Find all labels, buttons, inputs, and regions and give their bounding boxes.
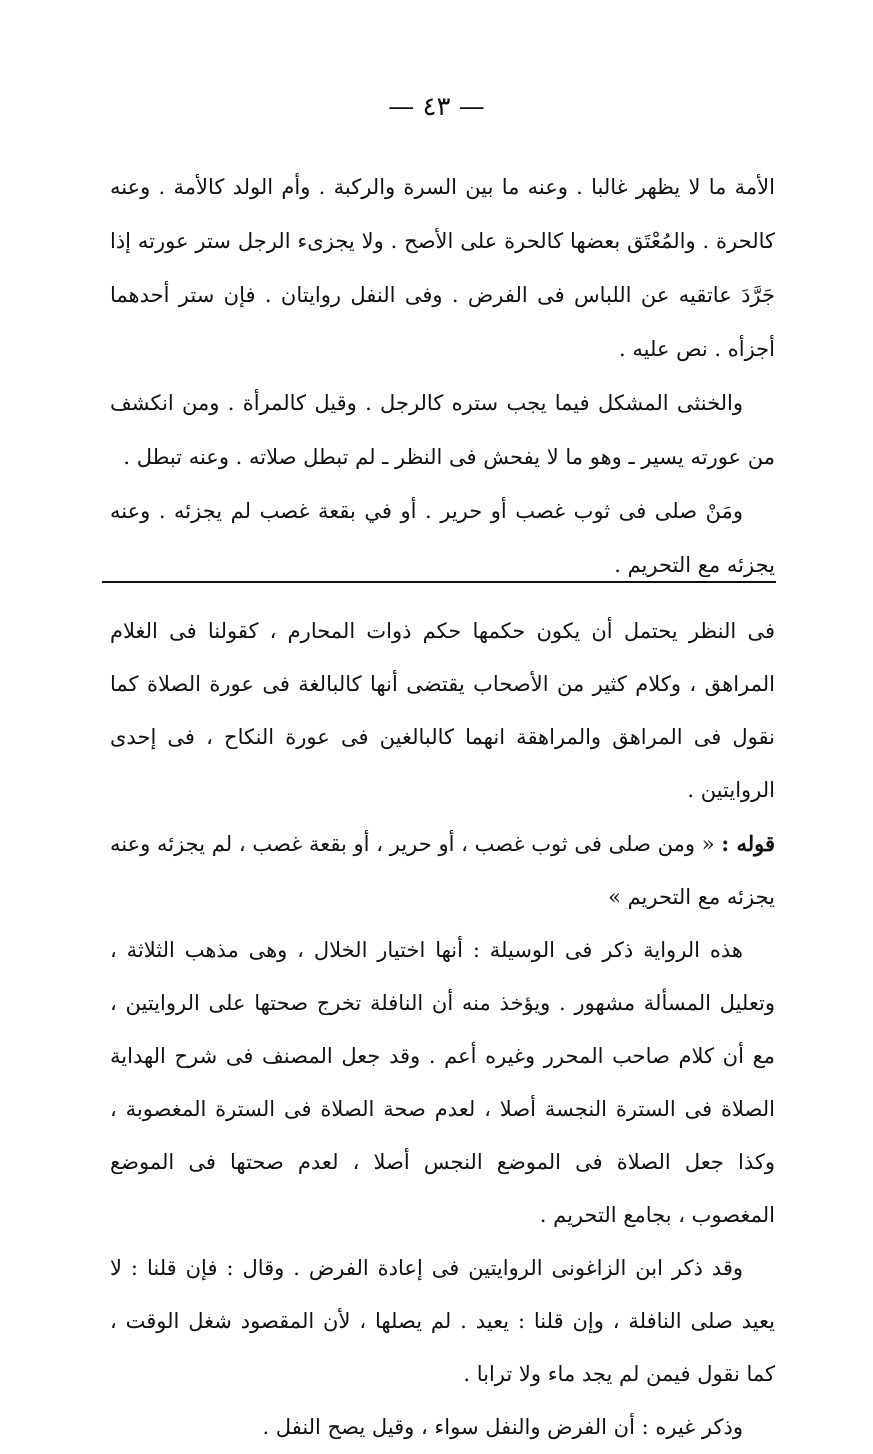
commentary-paragraph: هذه الرواية ذكر فى الوسيلة : أنها اختيار الخلال ، وهى مذهب الثلاثة ، وتعليل المسألة مشهور . ويؤخذ منه أن النافلة تخرج صحتها على الروايتين ، مع أن كلام صاحب المحرر وغيره أعم . وقد جعل المصنف فى شرح الهداية الصلاة فى السترة النجسة أصلا ، لعدم صحة الصلاة فى السترة المغصوبة ، وكذا جعل الصلاة فى الموضع النجس أصلا ، لعدم صحتها فى الموضع المغصوب ، بجامع التحريم . [110, 938, 775, 1227]
commentary-paragraph: فى النظر يحتمل أن يكون حكمها حكم ذوات المحارم ، كقولنا فى الغلام المراهق ، وكلام كثير من الأصحاب يقتضى أنها كالبالغة فى عورة الصلاة كما نقول فى المراهق والمراهقة انهما كالبالغين فى عورة النكاح ، فى إحدى الروايتين . [110, 619, 775, 802]
main-paragraph: والخنثى المشكل فيما يجب ستره كالرجل . وقيل كالمرأة . ومن انكشف من عورته يسير ـ وهو ما لا يفحش فى النظر ـ لم تبطل صلاته . وعنه تبطل . [110, 391, 775, 469]
quoted-text: « ومن صلى فى ثوب غصب ، أو حرير ، أو بقعة غصب ، لم يجزئه وعنه يجزئه مع التحريم » [110, 832, 775, 909]
commentary-paragraph: وقد ذكر ابن الزاغونى الروايتين فى إعادة الفرض . وقال : فإن قلنا : لا يعيد صلى النافلة ، وإن قلنا : يعيد . لم يصلها ، لأن المقصود شغل الوقت ، كما نقول فيمن لم يجد ماء ولا ترابا . [110, 1256, 775, 1386]
commentary-quote-paragraph [110, 817, 775, 924]
section-divider [102, 581, 776, 583]
commentary-text [110, 605, 775, 1454]
page-number: — ٤٣ — [388, 92, 485, 122]
main-paragraph: ومَنْ صلى فى ثوب غصب أو حرير . أو في بقعة غصب لم يجزئه . وعنه يجزئه مع التحريم . [110, 499, 775, 577]
main-text [110, 160, 775, 592]
quote-lead-word: قوله : [721, 831, 775, 856]
commentary-paragraph: وذكر غيره : أن الفرض والنفل سواء ، وقيل يصح النفل . [262, 1415, 743, 1439]
main-paragraph: الأمة ما لا يظهر غالبا . وعنه ما بين السرة والركبة . وأم الولد كالأمة . وعنه كالحرة . والمُعْتَق بعضها كالحرة على الأصح . ولا يجزىء الرجل ستر عورته إذا جَرَّدَ عاتقيه عن اللباس فى الفرض . وفى النفل روايتان . فإن ستر أحدهما أجزأه . نص عليه . [110, 175, 775, 361]
